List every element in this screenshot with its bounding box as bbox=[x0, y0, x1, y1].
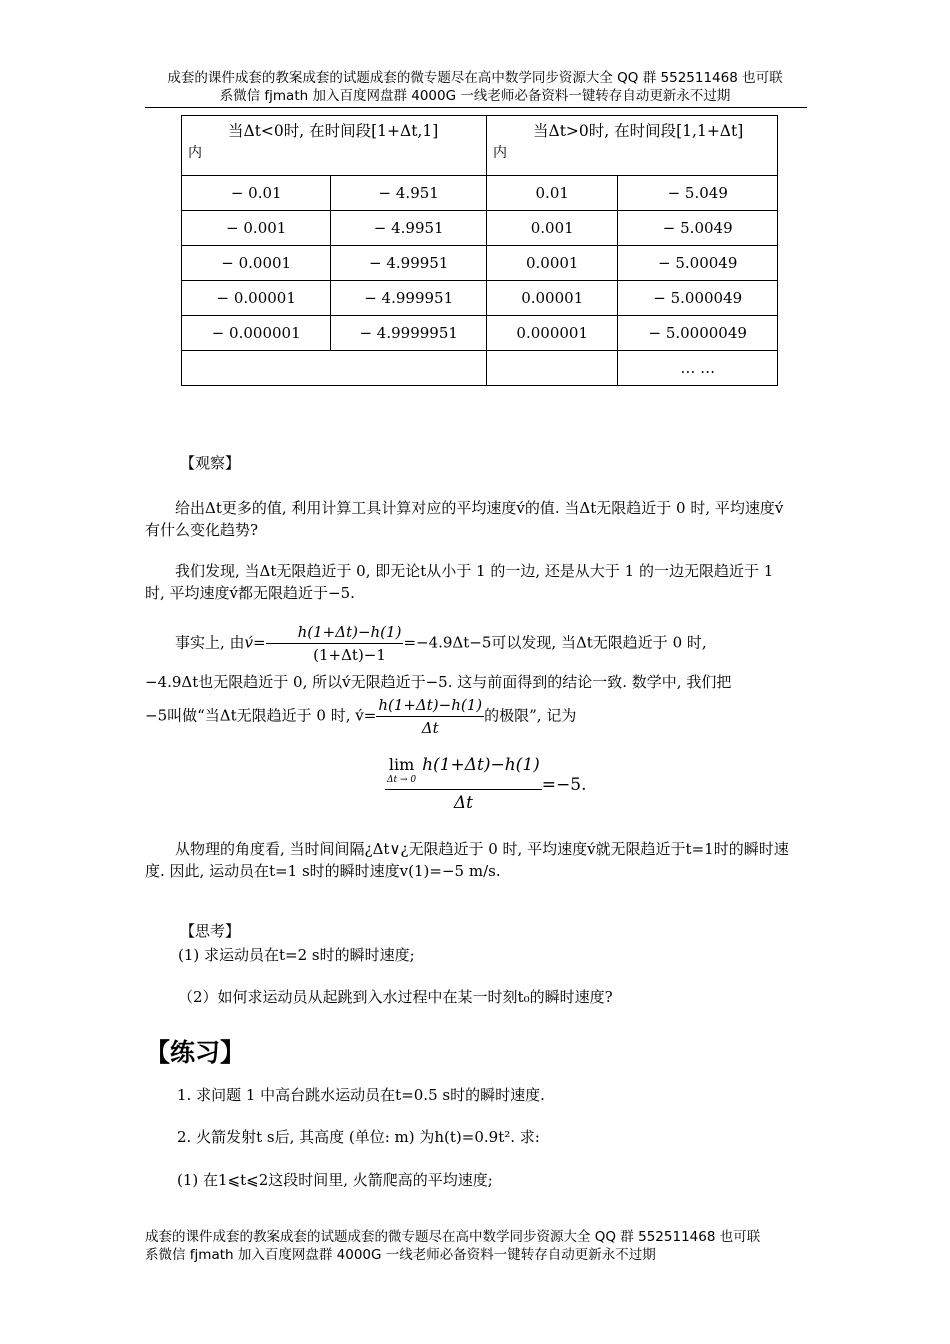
table-cell: − 5.0049 bbox=[618, 211, 778, 246]
lim-operator bbox=[387, 755, 416, 785]
table-row bbox=[182, 176, 778, 211]
table-row bbox=[182, 246, 778, 281]
p5-prefix: −5叫做“当Δt无限趋近于 0 时, v́= bbox=[145, 706, 377, 725]
table-cell: 0.00001 bbox=[487, 281, 618, 316]
table-header-right-line2: 内 bbox=[493, 145, 507, 161]
think-heading: 【思考】 bbox=[180, 922, 241, 940]
table-cell: − 5.00049 bbox=[618, 246, 778, 281]
v-bar: v́ bbox=[244, 633, 254, 652]
page-header bbox=[145, 69, 805, 105]
table-row bbox=[182, 351, 778, 386]
table-cell: − 5.000049 bbox=[618, 281, 778, 316]
footer-line-1: 成套的课件成套的教案成套的试题成套的微专题尽在高中数学同步资源大全 QQ 群 552511468 也可联 bbox=[145, 1229, 761, 1245]
fraction-numerator: h(1+Δt)−h(1) bbox=[376, 694, 484, 717]
table-row bbox=[182, 211, 778, 246]
observe-paragraph-5 bbox=[145, 694, 795, 739]
limit-denominator: Δt bbox=[453, 793, 473, 813]
table-cell: 0.001 bbox=[487, 211, 618, 246]
header-line-1: 成套的课件成套的教案成套的试题成套的微专题尽在高中数学同步资源大全 QQ 群 552511468 也可联 bbox=[167, 70, 783, 86]
table-header-row bbox=[182, 116, 778, 176]
lim-word: lim bbox=[388, 755, 415, 774]
table-cell: − 0.00001 bbox=[182, 281, 331, 316]
limit-expression-fraction bbox=[376, 694, 484, 739]
header-divider bbox=[145, 107, 807, 108]
observe-paragraph-2: 我们发现, 当Δt无限趋近于 0, 即无论t从小于 1 的一边, 还是从大于 1 的一边无限趋近于 1 时, 平均速度v́都无限趋近于−5. bbox=[145, 562, 774, 602]
observe-heading: 【观察】 bbox=[180, 454, 241, 472]
avg-velocity-fraction bbox=[266, 621, 404, 666]
table-cell: − 4.9951 bbox=[331, 211, 487, 246]
p5-suffix: 的极限”, 记为 bbox=[484, 706, 577, 725]
fraction-denominator: Δt bbox=[421, 719, 439, 737]
think-question-1: (1) 求运动员在t=2 s时的瞬时速度; bbox=[178, 946, 415, 964]
limit-fraction bbox=[385, 755, 542, 816]
practice-heading: 【练习】 bbox=[145, 1038, 246, 1067]
page-footer bbox=[145, 1228, 805, 1264]
p3-suffix: 可以发现, 当Δt无限趋近于 0 时, bbox=[491, 633, 707, 652]
table-header-left-line2: 内 bbox=[188, 145, 202, 161]
table-cell: − 0.001 bbox=[182, 211, 331, 246]
table-cell: 0.000001 bbox=[487, 316, 618, 351]
table-header-right bbox=[487, 116, 778, 176]
table-cell: − 5.049 bbox=[618, 176, 778, 211]
observe-paragraph-4: −4.9Δt也无限趋近于 0, 所以v́无限趋近于−5. 这与前面得到的结论一致. 数学中, 我们把 bbox=[145, 673, 732, 691]
table-row bbox=[182, 281, 778, 316]
practice-exercise-2-part-1: (1) 在1⩽t⩽2这段时间里, 火箭爬高的平均速度; bbox=[177, 1171, 493, 1189]
observe-paragraph-1: 给出Δt更多的值, 利用计算工具计算对应的平均速度v́的值. 当Δt无限趋近于 0 时, 平均速度v́有什么变化趋势? bbox=[145, 499, 784, 539]
velocity-table bbox=[181, 115, 778, 386]
table-cell: − 4.99951 bbox=[331, 246, 487, 281]
table-header-right-line1: 当Δt>0时, 在时间段[1,1+Δt] bbox=[533, 122, 744, 140]
observe-paragraph-3: 事实上, 由v́= $\frac{h(1+\Delta t)-h(1)}{(1+\Delta t)-1}$ =−4.9Δt−5可以发现, 当Δt无限趋近于 0 时, bbox=[175, 623, 707, 664]
limit-numerator bbox=[385, 755, 542, 790]
table-cell: − 5.0000049 bbox=[618, 316, 778, 351]
limit-result: =−5. bbox=[541, 775, 587, 795]
p3-prefix: 事实上, 由 bbox=[175, 633, 245, 652]
fraction-numerator: h(1+Δt)−h(1) bbox=[266, 621, 404, 644]
practice-exercise-1: 1. 求问题 1 中高台跳水运动员在t=0.5 s时的瞬时速度. bbox=[177, 1086, 545, 1104]
table-cell: − 0.0001 bbox=[182, 246, 331, 281]
table-cell: 0.01 bbox=[487, 176, 618, 211]
table-header-left bbox=[182, 116, 487, 176]
lim-numerator-expr: h(1+Δt)−h(1) bbox=[422, 755, 540, 775]
think-question-2: （2）如何求运动员从起跳到入水过程中在某一时刻t₀的瞬时速度? bbox=[178, 988, 613, 1006]
table-cell: 0.0001 bbox=[487, 246, 618, 281]
header-line-2: 系微信 fjmath 加入百度网盘群 4000G 一线老师必备资料一键转存自动更新永不过期 bbox=[219, 88, 731, 104]
table-cell-ellipsis: … … bbox=[618, 351, 778, 386]
table-cell: − 4.9999951 bbox=[331, 316, 487, 351]
table-cell: − 4.999951 bbox=[331, 281, 487, 316]
table-cell bbox=[487, 351, 618, 386]
footer-line-2: 系微信 fjmath 加入百度网盘群 4000G 一线老师必备资料一键转存自动更新永不过期 bbox=[145, 1247, 656, 1263]
table-cell: − 4.951 bbox=[331, 176, 487, 211]
table-header-left-line1: 当Δt<0时, 在时间段[1+Δt,1] bbox=[228, 122, 439, 140]
limit-formula bbox=[385, 755, 586, 816]
table-cell: − 0.01 bbox=[182, 176, 331, 211]
observe-paragraph-6: 从物理的角度看, 当时间间隔¿Δt∨¿无限趋近于 0 时, 平均速度v́就无限趋近于t=1时的瞬时速度. 因此, 运动员在t=1 s时的瞬时速度v(1)=−5 m/s. bbox=[145, 840, 789, 880]
table-row bbox=[182, 316, 778, 351]
fraction-denominator: (1+Δt)−1 bbox=[313, 646, 386, 664]
p3-equation: =−4.9Δt−5 bbox=[403, 633, 492, 652]
practice-exercise-2: 2. 火箭发射t s后, 其高度 (单位: m) 为h(t)=0.9t². 求: bbox=[177, 1128, 540, 1146]
table-cell bbox=[182, 351, 487, 386]
table-cell: − 0.000001 bbox=[182, 316, 331, 351]
lim-subscript: Δt → 0 bbox=[387, 775, 417, 785]
